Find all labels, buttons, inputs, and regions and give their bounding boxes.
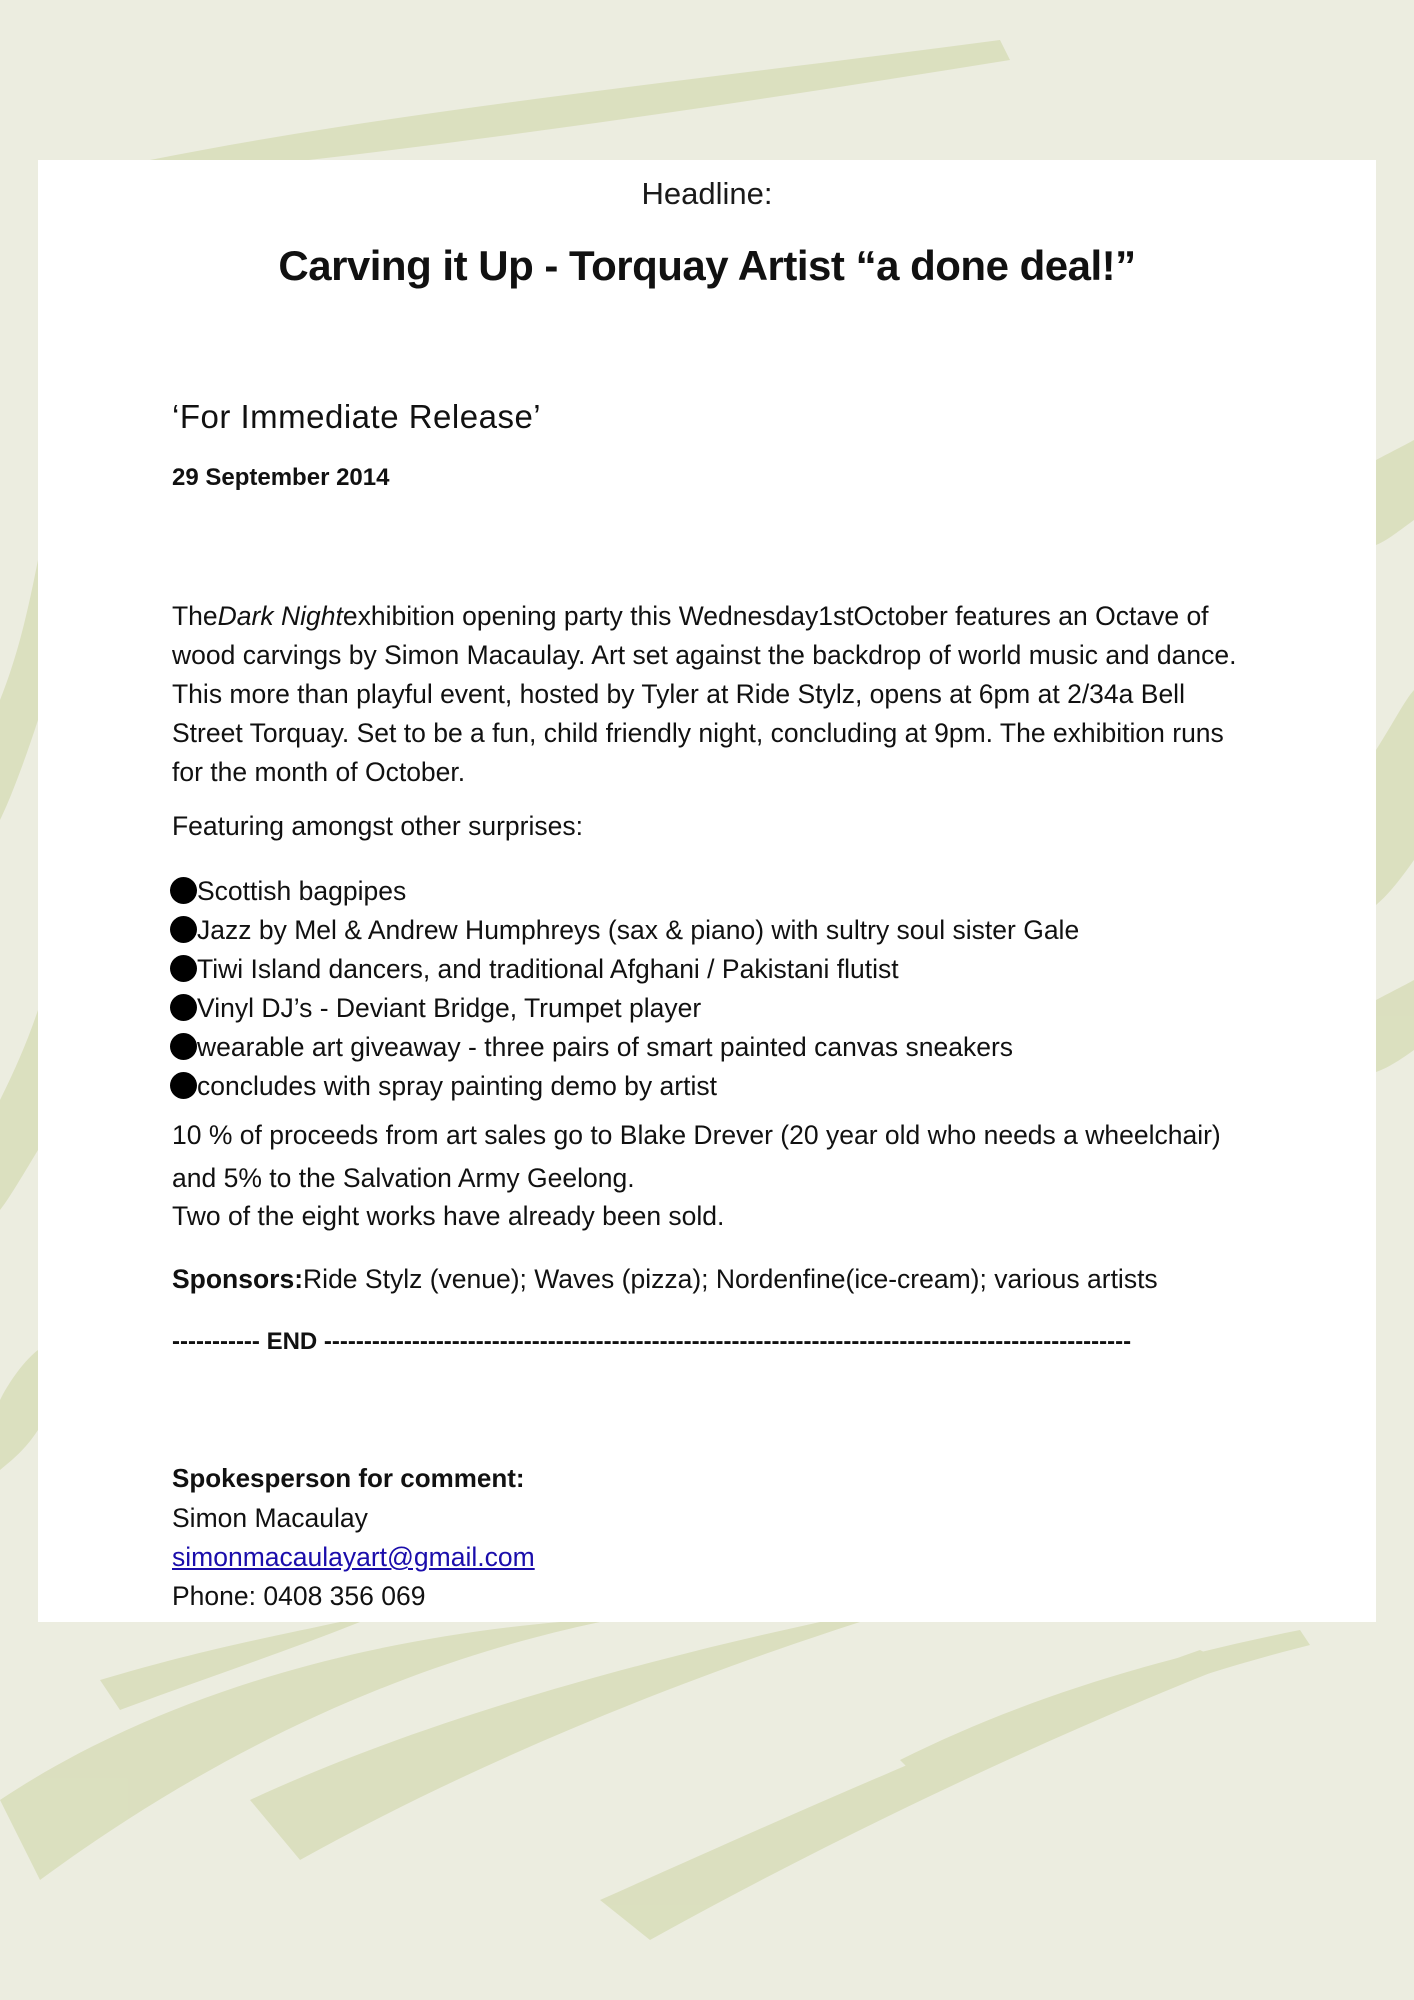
sponsors-label: Sponsors: [172, 1264, 304, 1294]
feature-list [170, 872, 1079, 1106]
list-item-text: Jazz by Mel & Andrew Humphreys (sax & piano) with sultry soul sister Gale [197, 915, 1080, 945]
exhibition-name: Dark Night [217, 601, 343, 631]
spokesperson-name: Simon Macaulay [172, 1503, 368, 1533]
headline-label: Headline: [641, 176, 773, 211]
page-title: Carving it Up - Torquay Artist “a done deal!” [278, 242, 1136, 289]
intro-text: exhibition opening party this Wednesday1stOctober features an Octave of wood carvings by Simon Macaulay. Art set against the backdrop of world music and dance. This more than playful event, hosted by Tyler at Ride Stylz, opens at 6pm at 2/34a Bell Street Torquay. Set to be a fun, child friendly night, concluding at 9pm. The exhibition runs for the month of October. [172, 601, 1237, 787]
list-item [170, 872, 1079, 911]
list-item [170, 989, 1079, 1028]
list-item-text: Tiwi Island dancers, and traditional Afghani / Pakistani flutist [197, 954, 899, 984]
list-item [170, 950, 1079, 989]
release-notice: ‘For Immediate Release’ [172, 398, 542, 435]
release-date: 29 September 2014 [172, 464, 390, 491]
sponsors-text: Ride Stylz (venue); Waves (pizza); Nordenfine(ice-cream); various artists [303, 1264, 1158, 1294]
sponsors-line [172, 1264, 1158, 1295]
proceeds-text: 10 % of proceeds from art sales go to Blake Drever (20 year old who needs a wheelchair) and 5% to the Salvation Army Geelong. [172, 1120, 1221, 1193]
list-item-text: wearable art giveaway - three pairs of smart painted canvas sneakers [197, 1032, 1014, 1062]
list-item [170, 911, 1079, 950]
intro-lead: The [172, 601, 218, 631]
bullet-icon [170, 1033, 197, 1060]
bullet-icon [170, 994, 197, 1021]
list-item-text: concludes with spray painting demo by artist [197, 1071, 717, 1101]
bullet-icon [170, 955, 197, 982]
spokesperson-label: Spokesperson for comment: [172, 1463, 525, 1493]
phone-number: Phone: 0408 356 069 [172, 1581, 426, 1611]
list-item-text: Scottish bagpipes [197, 876, 407, 906]
list-item-text: Vinyl DJ’s - Deviant Bridge, Trumpet player [197, 993, 702, 1023]
end-marker: ----------- END ----------------------------------------------------------------------------------------------------- [172, 1328, 1132, 1355]
intro-paragraph [172, 597, 1252, 792]
email-link[interactable]: simonmacaulayart@gmail.com [172, 1542, 535, 1572]
bullet-icon [170, 916, 197, 943]
list-item [170, 1067, 1079, 1106]
featuring-label: Featuring amongst other surprises: [172, 811, 583, 841]
list-item [170, 1028, 1079, 1067]
bullet-icon [170, 1072, 197, 1099]
sold-text: Two of the eight works have already been sold. [172, 1201, 725, 1231]
bullet-icon [170, 877, 197, 904]
